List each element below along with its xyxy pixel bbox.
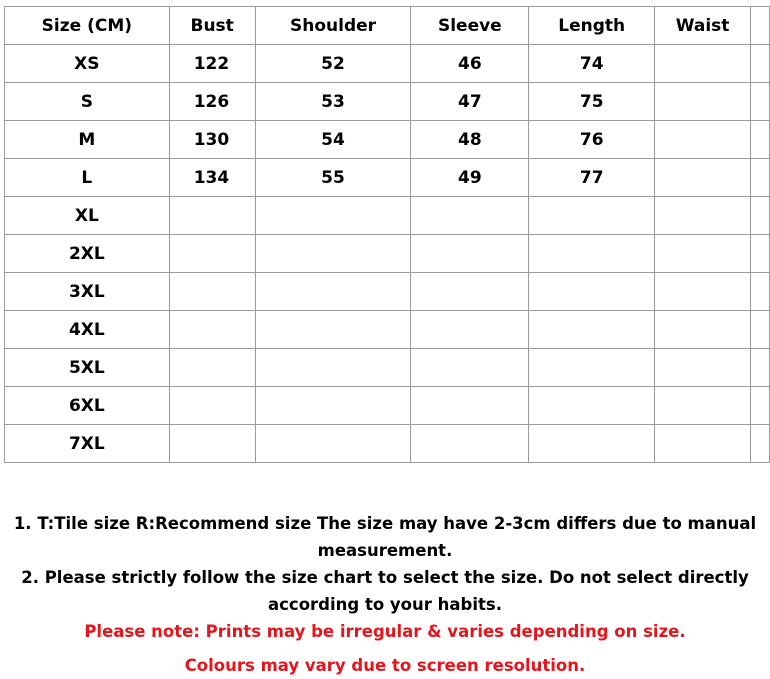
cell-sleeve [411, 235, 529, 273]
cell-sleeve: 47 [411, 83, 529, 121]
cell-shoulder [255, 311, 411, 349]
cell-shoulder: 53 [255, 83, 411, 121]
cell-empty [751, 387, 770, 425]
cell-waist [655, 121, 751, 159]
table-row [5, 387, 770, 425]
cell-size: XL [5, 197, 170, 235]
cell-waist [655, 45, 751, 83]
cell-waist [655, 159, 751, 197]
cell-bust [169, 425, 255, 463]
cell-bust [169, 387, 255, 425]
cell-size: XS [5, 45, 170, 83]
note-line-1: 1. T:Tile size R:Recommend size The size may have 2-3cm differs due to manual [13, 514, 757, 533]
cell-size: M [5, 121, 170, 159]
cell-waist [655, 311, 751, 349]
cell-shoulder [255, 197, 411, 235]
cell-length: 74 [529, 45, 655, 83]
table-header-row [5, 7, 770, 45]
note-line-2: 2. Please strictly follow the size chart to select the size. Do not select directly [21, 568, 749, 587]
cell-length: 76 [529, 121, 655, 159]
cell-sleeve: 49 [411, 159, 529, 197]
cell-bust: 134 [169, 159, 255, 197]
cell-size: 4XL [5, 311, 170, 349]
note-prints-warning: Please note: Prints may be irregular & varies depending on size. [84, 622, 686, 641]
cell-empty [751, 311, 770, 349]
cell-shoulder [255, 349, 411, 387]
cell-shoulder: 52 [255, 45, 411, 83]
cell-shoulder [255, 273, 411, 311]
cell-sleeve: 46 [411, 45, 529, 83]
notes-section [0, 510, 770, 679]
header-size: Size (CM) [5, 7, 170, 45]
table-row [5, 197, 770, 235]
table-row [5, 235, 770, 273]
cell-empty [751, 349, 770, 387]
cell-bust: 122 [169, 45, 255, 83]
cell-bust [169, 273, 255, 311]
cell-size: S [5, 83, 170, 121]
cell-size: 2XL [5, 235, 170, 273]
cell-sleeve [411, 273, 529, 311]
cell-bust [169, 235, 255, 273]
cell-waist [655, 387, 751, 425]
cell-length [529, 273, 655, 311]
cell-bust [169, 349, 255, 387]
cell-length [529, 235, 655, 273]
header-sleeve: Sleeve [411, 7, 529, 45]
cell-length [529, 311, 655, 349]
cell-empty [751, 83, 770, 121]
cell-empty [751, 273, 770, 311]
cell-empty [751, 159, 770, 197]
table-row [5, 45, 770, 83]
cell-sleeve [411, 197, 529, 235]
cell-length: 77 [529, 159, 655, 197]
cell-bust [169, 197, 255, 235]
cell-empty [751, 45, 770, 83]
cell-bust [169, 311, 255, 349]
cell-empty [751, 425, 770, 463]
table-row [5, 159, 770, 197]
cell-empty [751, 197, 770, 235]
cell-shoulder [255, 235, 411, 273]
note-line-2b: according to your habits. [268, 595, 502, 614]
table-row [5, 121, 770, 159]
cell-length [529, 425, 655, 463]
cell-bust: 130 [169, 121, 255, 159]
header-shoulder: Shoulder [255, 7, 411, 45]
table-row [5, 83, 770, 121]
cell-shoulder: 54 [255, 121, 411, 159]
cell-bust: 126 [169, 83, 255, 121]
cell-empty [751, 235, 770, 273]
cell-size: 7XL [5, 425, 170, 463]
header-length: Length [529, 7, 655, 45]
cell-size: 3XL [5, 273, 170, 311]
cell-size: 6XL [5, 387, 170, 425]
cell-waist [655, 197, 751, 235]
cell-waist [655, 235, 751, 273]
cell-sleeve [411, 349, 529, 387]
cell-sleeve [411, 425, 529, 463]
cell-waist [655, 349, 751, 387]
table-row [5, 349, 770, 387]
cell-waist [655, 425, 751, 463]
cell-waist [655, 273, 751, 311]
cell-size: L [5, 159, 170, 197]
cell-sleeve: 48 [411, 121, 529, 159]
cell-empty [751, 121, 770, 159]
cell-length [529, 197, 655, 235]
table-row [5, 311, 770, 349]
cell-sleeve [411, 311, 529, 349]
cell-sleeve [411, 387, 529, 425]
header-waist: Waist [655, 7, 751, 45]
table-row [5, 273, 770, 311]
cell-shoulder [255, 425, 411, 463]
table-row [5, 425, 770, 463]
note-colours-warning: Colours may vary due to screen resolution. [184, 656, 586, 675]
cell-shoulder [255, 387, 411, 425]
cell-size: 5XL [5, 349, 170, 387]
cell-shoulder: 55 [255, 159, 411, 197]
cell-length [529, 387, 655, 425]
cell-length: 75 [529, 83, 655, 121]
header-bust: Bust [169, 7, 255, 45]
cell-waist [655, 83, 751, 121]
size-chart-table [4, 6, 770, 463]
header-empty [751, 7, 770, 45]
cell-length [529, 349, 655, 387]
note-line-1b: measurement. [317, 541, 453, 560]
